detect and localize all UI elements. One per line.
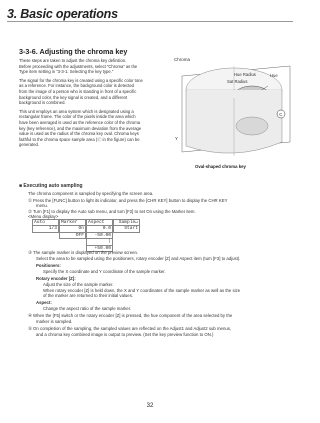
display-cell: -50.00 — [86, 233, 113, 239]
step-4b: marker is sampled. — [36, 319, 73, 324]
display-cell: Start — [113, 226, 140, 232]
step-1a: ① Press the [FUNC] button to light its indicator, and press the [CHR KEY] button to display the CHR KEY — [28, 198, 228, 203]
step-3b: Select the area to be sampled using the positioners, rotary encoder [Z] and Aspect item (turn [F3] to adjust). — [36, 256, 241, 261]
step-5a: ⑤ On completion of the sampling, the sampled values are reflected on the Adjust1 and Adjust2 sub menus, — [28, 326, 232, 331]
step-3a: ③ The sample marker is displayed on the preview screen. — [28, 250, 139, 255]
page-number: 32 — [146, 403, 154, 409]
display-cell: 0.0 — [86, 226, 113, 232]
step-4a: ④ When the [F5] switch or the rotary encoder [Z] is pressed, the hue component of the area selected by the — [28, 313, 233, 318]
step-1b: menu. — [36, 203, 48, 208]
menu-display-label: <Menu display> — [28, 214, 59, 219]
intro-line: from the image of a person who is standing in front of a specific — [19, 88, 137, 94]
display-cell: Aspect — [86, 219, 113, 226]
display-cell: | — [86, 239, 113, 245]
header-title: 3. Basic operations — [7, 7, 118, 21]
intro-line: as a reference. For instance, the background color is detected — [19, 83, 134, 89]
display-cell: On — [59, 226, 86, 232]
chroma-label: Chroma — [174, 57, 191, 62]
intro-line: This unit employs an area system which is designated using a — [19, 108, 134, 114]
display-cell: Sample↵ — [113, 219, 140, 226]
display-cell: OFF — [59, 233, 86, 239]
step-5b: and a chroma key combined image is output to preview. (Set the key preview function to ON.) — [36, 332, 214, 337]
step-2: ② Turn [F1] to display the Auto sub menu, and turn [F2] to set On using the Marker item. — [28, 209, 196, 214]
diagram-caption: Oval-shaped chroma key — [195, 164, 246, 169]
hue-label: Hue — [270, 73, 278, 78]
auto-subtitle: The chroma component is sampled by specifying the screen area. — [28, 191, 154, 196]
positioners-desc: Specify the X coordinate and Y coordinate of the sample marker. — [43, 269, 166, 274]
intro-line: These steps are taken to adjust the chroma key definition. — [19, 58, 127, 63]
intro-line: rectangular frame. The color of the pixels inside the area which — [19, 114, 136, 120]
rotary-title: Rotary encoder [Z]: — [36, 276, 76, 281]
intro-line: background color, the key signal is created, and a different — [19, 94, 128, 100]
hue-radius-label: Hue Radius — [234, 72, 256, 77]
rotary-desc-3: of the marker are returned to their initial values. — [43, 293, 134, 298]
display-cell: Auto — [32, 219, 59, 226]
intro-line: key (key reference), and the maximum deviation from the average — [19, 125, 142, 131]
aspect-title: Aspect: — [36, 300, 52, 305]
display-cell: Marker — [59, 219, 86, 226]
page-header — [7, 5, 293, 22]
rotary-desc-1: Adjust the size of the sample marker. — [43, 282, 114, 287]
display-cell: +50.00 — [86, 246, 113, 252]
aspect-desc: Change the aspect ratio of the sample marker. — [43, 306, 132, 311]
display-cell: 1/3 — [32, 226, 59, 232]
intro-line: background is combined. — [19, 100, 66, 106]
auto-heading: ■ Executing auto sampling — [19, 183, 83, 189]
intro-text — [19, 58, 169, 148]
intro-line: Before proceeding with the adjustments, select “Chroma” as the — [19, 63, 138, 69]
intro-line: value is used as the radius of the chroma key oval. Chroma keys — [19, 131, 139, 137]
positioners-title: Positioners: — [36, 263, 61, 268]
section-title: 3-3-6. Adjusting the chroma key — [19, 47, 128, 56]
c-label: C — [279, 111, 283, 117]
intro-line: generated. — [19, 142, 40, 148]
intro-line: faithful to the chroma space sample area (Ⓒ in the figure) can be — [19, 136, 140, 142]
y-axis-label: Y — [175, 136, 179, 141]
intro-line: Type item setting in “3-3-1. Selecting the key type.” — [19, 69, 114, 75]
intro-line: have been averaged is used as the reference color of the chroma — [19, 119, 141, 125]
chroma-key-diagram — [172, 56, 292, 162]
sat-radius-label: Sat Radius — [227, 79, 248, 84]
intro-line: The signal for the chroma key is created using a specific color tone — [19, 77, 143, 83]
rotary-desc-2: When rotary encoder [Z] is held down, the X and Y coordinates of the sample marker as well as the size — [43, 288, 241, 293]
menu-display — [32, 219, 143, 252]
